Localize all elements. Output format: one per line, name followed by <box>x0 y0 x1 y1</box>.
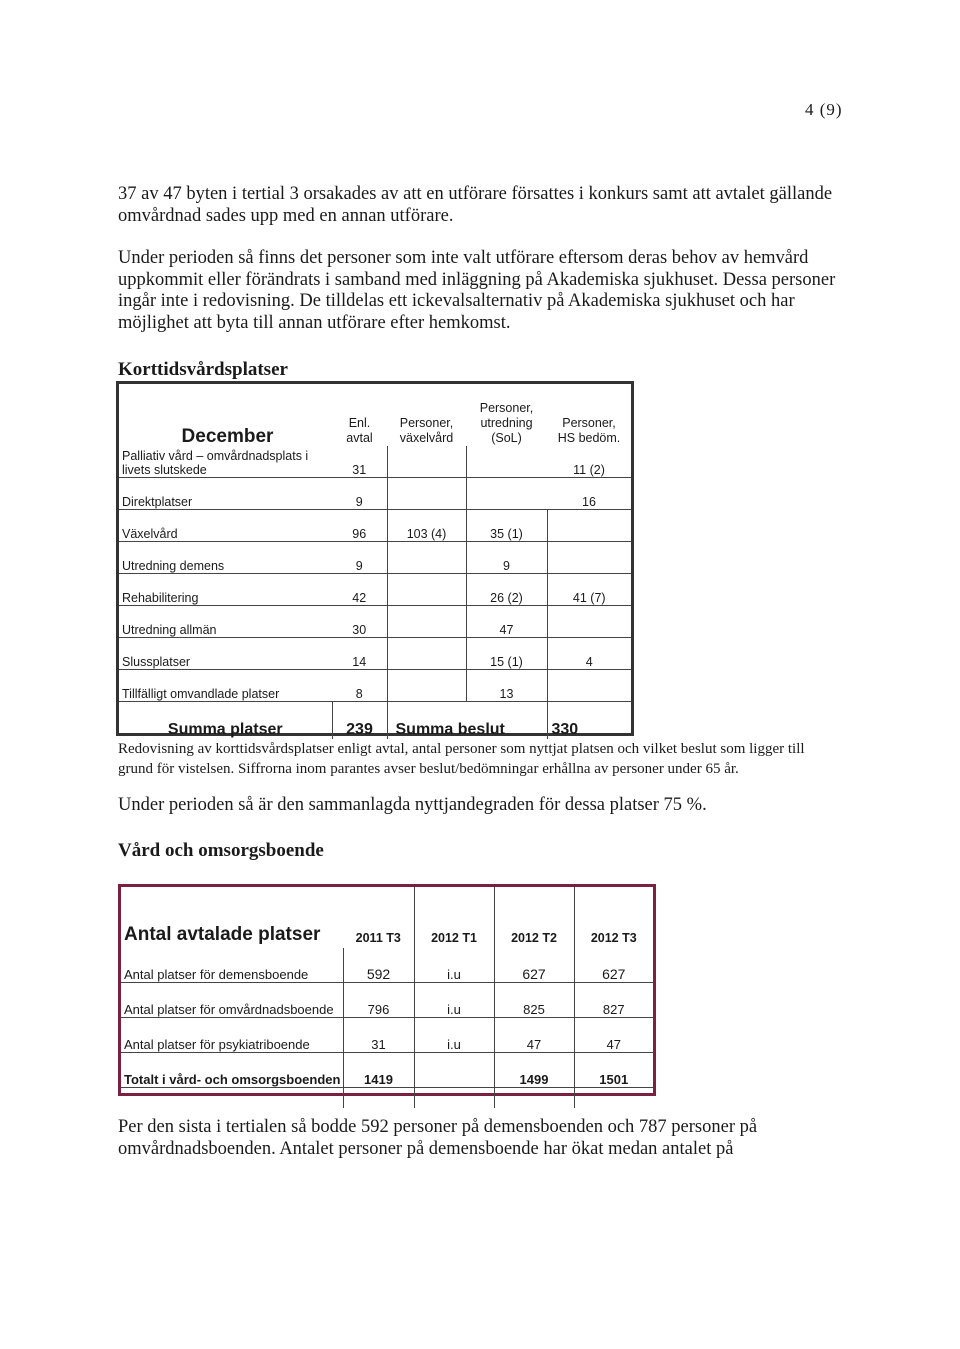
cell-enl: 8 <box>332 670 387 702</box>
cell-utr: 35 (1) <box>466 510 547 542</box>
table-row <box>119 446 631 478</box>
closing-paragraph <box>118 1117 818 1160</box>
row-label: Rehabilitering <box>119 574 332 606</box>
table-row <box>119 542 631 574</box>
col-header-enl: Enl. avtal <box>346 416 373 445</box>
col-header-year: 2012 T2 <box>494 887 574 948</box>
total-value: 1499 <box>494 1053 574 1088</box>
col-header-hs: Personer, HS bedöm. <box>557 416 621 445</box>
cell-vaxel <box>387 446 466 478</box>
cell-utr: 47 <box>466 606 547 638</box>
col-header-year: 2012 T1 <box>414 887 494 948</box>
vard-table <box>118 884 656 1096</box>
cell-vaxel <box>387 638 466 670</box>
total-value <box>414 1053 494 1088</box>
sum-value: 239 <box>332 702 387 740</box>
row-label: Tillfälligt omvandlade platser <box>119 670 332 702</box>
total-value: 1419 <box>343 1053 414 1088</box>
cell-utr: 15 (1) <box>466 638 547 670</box>
row-label: Direktplatser <box>119 478 332 510</box>
korttid-caption: Redovisning av korttidsvårdsplatser enligt avtal, antal personer som nyttjat platsen och vilket beslut som ligger till grund för vistelsen. Siffrorna inom parantes avser beslut/bedömningar erhållna av personer under 65 år. <box>118 741 805 777</box>
page-number: 4 (9) <box>805 100 843 119</box>
cell-hs <box>547 510 631 542</box>
col-header-year: 2011 T3 <box>355 931 401 945</box>
cell-utr <box>466 446 547 478</box>
cell-value: 796 <box>343 983 414 1018</box>
table-row <box>119 574 631 606</box>
cell-value: 31 <box>343 1018 414 1053</box>
sum-beslut-value: 330 <box>547 702 631 740</box>
vard-heading: Vård och omsorgsboende <box>118 840 324 861</box>
row-label: Antal platser för demensboende <box>121 948 343 983</box>
sum-label: Summa platser <box>167 721 283 738</box>
korttid-table-title: December <box>181 426 274 447</box>
cell-enl: 9 <box>332 478 387 510</box>
intro-paragraph-2 <box>118 248 838 334</box>
row-label: Antal platser för omvårdnadsboende <box>121 983 343 1018</box>
vard-table-title: Antal avtalade platser <box>124 924 321 945</box>
cell-hs: 11 (2) <box>547 446 631 478</box>
table-row <box>121 1018 653 1053</box>
cell-value: 627 <box>494 948 574 983</box>
intro-text-2: Under perioden så finns det personer som inte valt utförare eftersom deras behov av hemvård uppkommit eller förändrats i samband med inläggning på Akademiska sjukhuset. Dessa personer ingår inte i redovisning. De tilldelas ett ickevalsalternativ på Akademiska sjukhuset och har möjlighet att byta till annan utförare efter hemkomst. <box>118 248 836 333</box>
intro-text-1: 37 av 47 byten i tertial 3 orsakades av att en utförare försattes i konkurs samt att avtalet gällande omvårdnad sades upp med en annan utförare. <box>118 184 833 226</box>
cell-value: i.u <box>414 983 494 1018</box>
cell-hs: 41 (7) <box>547 574 631 606</box>
cell-value: i.u <box>414 948 494 983</box>
cell-value: 825 <box>494 983 574 1018</box>
col-header-year: 2012 T3 <box>574 887 653 948</box>
total-row <box>121 1053 653 1088</box>
cell-vaxel <box>387 606 466 638</box>
col-header-utredning: Personer, utredning (SoL) <box>479 401 534 445</box>
usage-paragraph <box>118 795 838 817</box>
cell-hs: 4 <box>547 638 631 670</box>
cell-vaxel <box>387 670 466 702</box>
cell-enl: 30 <box>332 606 387 638</box>
total-label: Totalt i vård- och omsorgsboenden <box>121 1053 343 1088</box>
cell-value: 47 <box>574 1018 653 1053</box>
cell-utr: 9 <box>466 542 547 574</box>
row-label: Palliativ vård – omvårdnadsplats i livets slutskede <box>119 446 332 478</box>
cell-value: 627 <box>574 948 653 983</box>
row-label: Utredning demens <box>119 542 332 574</box>
cell-value: i.u <box>414 1018 494 1053</box>
cell-hs: 16 <box>547 478 631 510</box>
table-row <box>121 948 653 983</box>
table-row <box>119 510 631 542</box>
cell-enl: 31 <box>332 446 387 478</box>
cell-value: 827 <box>574 983 653 1018</box>
cell-vaxel <box>387 574 466 606</box>
cell-hs <box>547 606 631 638</box>
cell-value: 47 <box>494 1018 574 1053</box>
korttid-table <box>116 381 634 736</box>
row-label: Slussplatser <box>119 638 332 670</box>
cell-utr: 13 <box>466 670 547 702</box>
empty-row <box>121 1088 653 1109</box>
cell-hs <box>547 670 631 702</box>
usage-text: Under perioden så är den sammanlagda nyttjandegraden för dessa platser 75 %. <box>118 795 707 815</box>
closing-text: Per den sista i tertialen så bodde 592 personer på demensboenden och 787 personer på omvårdnadsboenden. Antalet personer på demensboende har ökat medan antalet på <box>118 1117 758 1159</box>
cell-vaxel <box>387 542 466 574</box>
cell-enl: 96 <box>332 510 387 542</box>
sum-row <box>119 702 631 740</box>
table-row <box>119 478 631 510</box>
row-label: Utredning allmän <box>119 606 332 638</box>
cell-vaxel: 103 (4) <box>387 510 466 542</box>
cell-enl: 9 <box>332 542 387 574</box>
korttid-heading: Korttidsvårdsplatser <box>118 359 288 380</box>
cell-value: 592 <box>343 948 414 983</box>
cell-utr <box>466 478 547 510</box>
table-row <box>119 638 631 670</box>
total-value: 1501 <box>574 1053 653 1088</box>
row-label: Växelvård <box>119 510 332 542</box>
cell-enl: 14 <box>332 638 387 670</box>
row-label: Antal platser för psykiatriboende <box>121 1018 343 1053</box>
intro-paragraph-1 <box>118 184 838 227</box>
cell-enl: 42 <box>332 574 387 606</box>
col-header-vaxelvard: Personer, växelvård <box>399 416 454 445</box>
table-row <box>119 606 631 638</box>
table-row <box>121 983 653 1018</box>
cell-utr: 26 (2) <box>466 574 547 606</box>
cell-hs <box>547 542 631 574</box>
table-row <box>119 670 631 702</box>
cell-vaxel <box>387 478 466 510</box>
sum-beslut-label: Summa beslut <box>387 702 547 740</box>
